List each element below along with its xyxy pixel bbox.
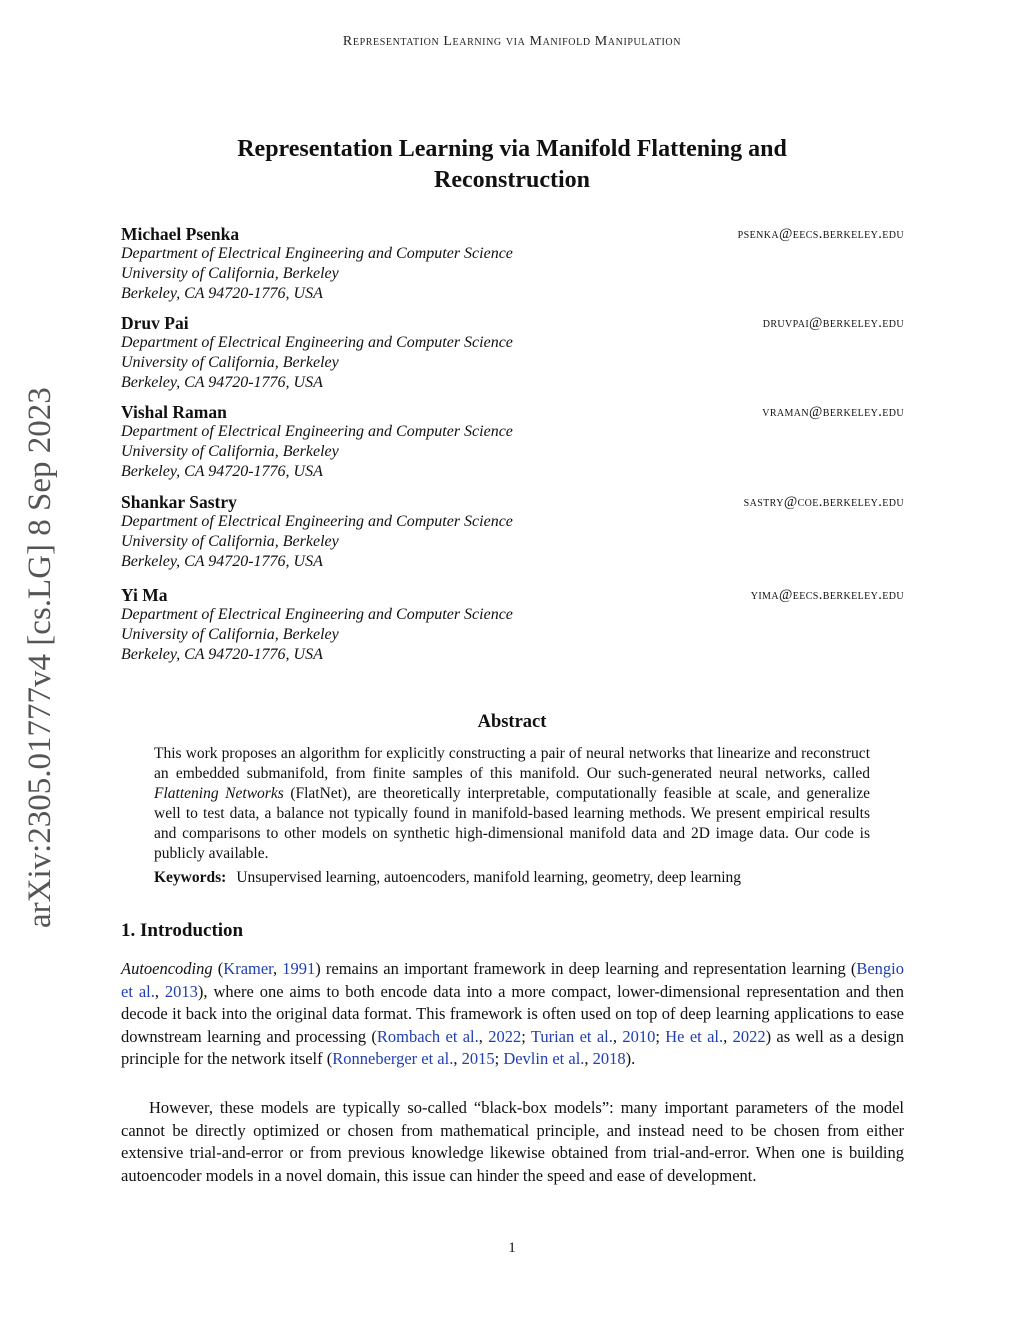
citation-year-link[interactable]: 2010 (622, 1026, 656, 1046)
author-name: Vishal Raman (121, 402, 227, 422)
citation-year-link[interactable]: 2022 (488, 1026, 522, 1046)
author-department: Department of Electrical Engineering and Computer Science (121, 423, 513, 440)
author-address: Berkeley, CA 94720-1776, USA (121, 285, 323, 302)
title-line-2: Reconstruction (434, 167, 590, 193)
author-university: University of California, Berkeley (121, 533, 339, 550)
paragraph-text: ), where one aims to both encode data into a more compact, lower-dimensional representation and then decode it back into the original data format. This framework is often used on top of deep learning applications to ease downstream learning and processing ( (121, 981, 904, 1046)
running-head: Representation Learning via Manifold Manipulation (342, 34, 682, 49)
intro-paragraph-2: However, these models are typically so-called “black-box models”: many important parameters of the model cannot be directly optimized or chosen from mathematical principle, and instead need to be chosen from either extensive trial-and-error or from previous knowledge likewise obtained from trial-and-error. When one is building autoencoder models in a novel domain, this issue can hinder the speed and ease of development. (121, 1098, 904, 1185)
author-email[interactable]: vraman@berkeley.edu (762, 404, 904, 420)
author-name: Shankar Sastry (121, 492, 237, 512)
author-address: Berkeley, CA 94720-1776, USA (121, 463, 323, 480)
author-department: Department of Electrical Engineering and Computer Science (121, 606, 513, 623)
author-email[interactable]: druvpai@berkeley.edu (762, 315, 904, 331)
author-block (121, 585, 904, 665)
paragraph-text: ) as well as a design principle for the network itself ( (121, 1026, 905, 1068)
citation-link[interactable]: Bengio et al. (121, 959, 905, 1001)
author-department: Department of Electrical Engineering and Computer Science (121, 245, 513, 262)
keywords-label: Keywords: (154, 869, 227, 886)
author-university: University of California, Berkeley (121, 265, 339, 282)
abstract-heading: Abstract (477, 712, 547, 732)
author-name: Michael Psenka (121, 224, 240, 244)
citation-link[interactable]: Devlin et al. (503, 1049, 585, 1068)
author-university: University of California, Berkeley (121, 626, 339, 643)
abstract-text (154, 744, 870, 864)
author-name: Yi Ma (121, 585, 168, 605)
intro-paragraph-1: Autoencoding (Kramer, 1991) remains an important framework in deep learning and representation learning (Bengio et al., 2013), where one aims to both encode data into a more compact, lower-dimensional representation and then decode it back into the original data format. This framework is often used on top of deep learning applications to ease downstream learning and processing (Rombach et al., 2022; Turian et al., 2010; He et al., 2022) as well as a design principle for the network itself (Ronneberger et al., 2015; Devlin et al., 2018). (121, 959, 905, 1068)
citation-link[interactable]: Rombach et al. (376, 1026, 479, 1046)
author-email[interactable]: yima@eecs.berkeley.edu (750, 587, 904, 603)
author-university: University of California, Berkeley (121, 354, 339, 371)
author-email[interactable]: sastry@coe.berkeley.edu (743, 494, 904, 510)
citation-year-link[interactable]: 2015 (461, 1049, 495, 1068)
keywords-line (154, 868, 870, 888)
title-line-1: Representation Learning via Manifold Flattening and (237, 136, 787, 162)
citation-year-link[interactable]: 1991 (282, 959, 316, 978)
author-block (121, 492, 904, 572)
abstract-text-part-1: This work proposes an algorithm for explicitly constructing a pair of neural networks that linearize and reconstruct an embedded submanifold, from finite samples of this manifold. Our such-generated neural networks, called (154, 745, 870, 782)
author-block (121, 402, 904, 482)
paragraph-text: remains an important framework in deep learning and representation learning ( (325, 959, 857, 978)
author-department: Department of Electrical Engineering and Computer Science (121, 513, 513, 530)
citation-year-link[interactable]: 2022 (732, 1026, 766, 1046)
author-block (121, 313, 904, 393)
author-name: Druv Pai (121, 313, 189, 333)
citation-link[interactable]: Kramer (223, 959, 274, 978)
author-university: University of California, Berkeley (121, 443, 339, 460)
author-department: Department of Electrical Engineering and Computer Science (121, 334, 513, 351)
arxiv-sidebar-stamp: arXiv:2305.01777v4 [cs.LG] 8 Sep 2023 (22, 387, 58, 928)
page-number: 1 (508, 1240, 516, 1256)
author-address: Berkeley, CA 94720-1776, USA (121, 646, 323, 663)
citation-link[interactable]: Ronneberger et al. (332, 1049, 454, 1068)
author-address: Berkeley, CA 94720-1776, USA (121, 553, 323, 570)
author-email[interactable]: psenka@eecs.berkeley.edu (737, 226, 904, 242)
keywords-list: Unsupervised learning, autoencoders, manifold learning, geometry, deep learning (236, 869, 742, 886)
autoencoding-term: Autoencoding (121, 959, 213, 978)
section-heading-introduction: 1. Introduction (121, 920, 244, 941)
author-address: Berkeley, CA 94720-1776, USA (121, 374, 323, 391)
author-block (121, 224, 904, 304)
paragraph-text: ). (625, 1049, 636, 1068)
abstract-text-part-2: (FlatNet), are theoretically interpretable, computationally feasible at scale, and generalize well to test data, a balance not typically found in manifold-based learning methods. We present empirical results and comparisons to other models on synthetic high-dimensional manifold data and 2D image data. Our code is publicly available. (154, 785, 871, 862)
citation-link[interactable]: He et al. (665, 1026, 724, 1046)
citation-link[interactable]: Turian et al. (530, 1026, 613, 1046)
citation-year-link[interactable]: 2013 (164, 981, 198, 1001)
citation-year-link[interactable]: 2018 (592, 1049, 626, 1068)
flatnet-term: Flattening Networks (154, 785, 284, 802)
paper-title (150, 134, 874, 196)
